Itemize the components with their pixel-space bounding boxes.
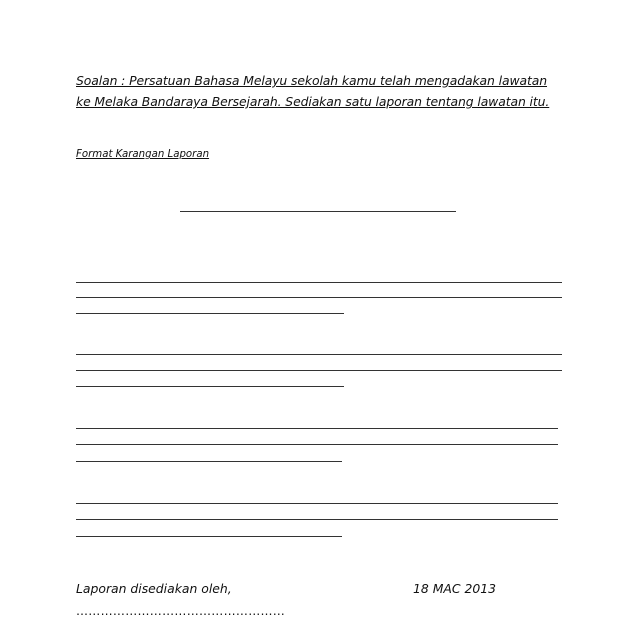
signature-dots: ……………………………………………: [76, 604, 286, 618]
question-line-1: Soalan : Persatuan Bahasa Melayu sekolah kamu telah mengadakan lawatan: [76, 73, 548, 88]
title-blank-line: [180, 211, 456, 212]
paragraph-4-line-3: [76, 536, 342, 537]
format-heading: Format Karangan Laporan: [76, 149, 210, 160]
paragraph-2-line-1: [76, 354, 562, 355]
paragraph-3-line-2: [76, 444, 558, 445]
paragraph-1-line-1: [76, 282, 562, 283]
question-line-2: ke Melaka Bandaraya Bersejarah. Sediakan satu laporan tentang lawatan itu.: [76, 94, 550, 109]
paragraph-3-line-1: [76, 428, 558, 429]
paragraph-3-line-3: [76, 461, 342, 462]
report-date: 18 MAC 2013: [413, 581, 496, 596]
paragraph-2-line-3: [76, 386, 344, 387]
prepared-by-label: Laporan disediakan oleh,: [76, 581, 232, 596]
paragraph-4-line-1: [76, 503, 558, 504]
paragraph-2-line-2: [76, 370, 562, 371]
paragraph-4-line-2: [76, 519, 558, 520]
paragraph-1-line-3: [76, 313, 344, 314]
paragraph-1-line-2: [76, 297, 562, 298]
